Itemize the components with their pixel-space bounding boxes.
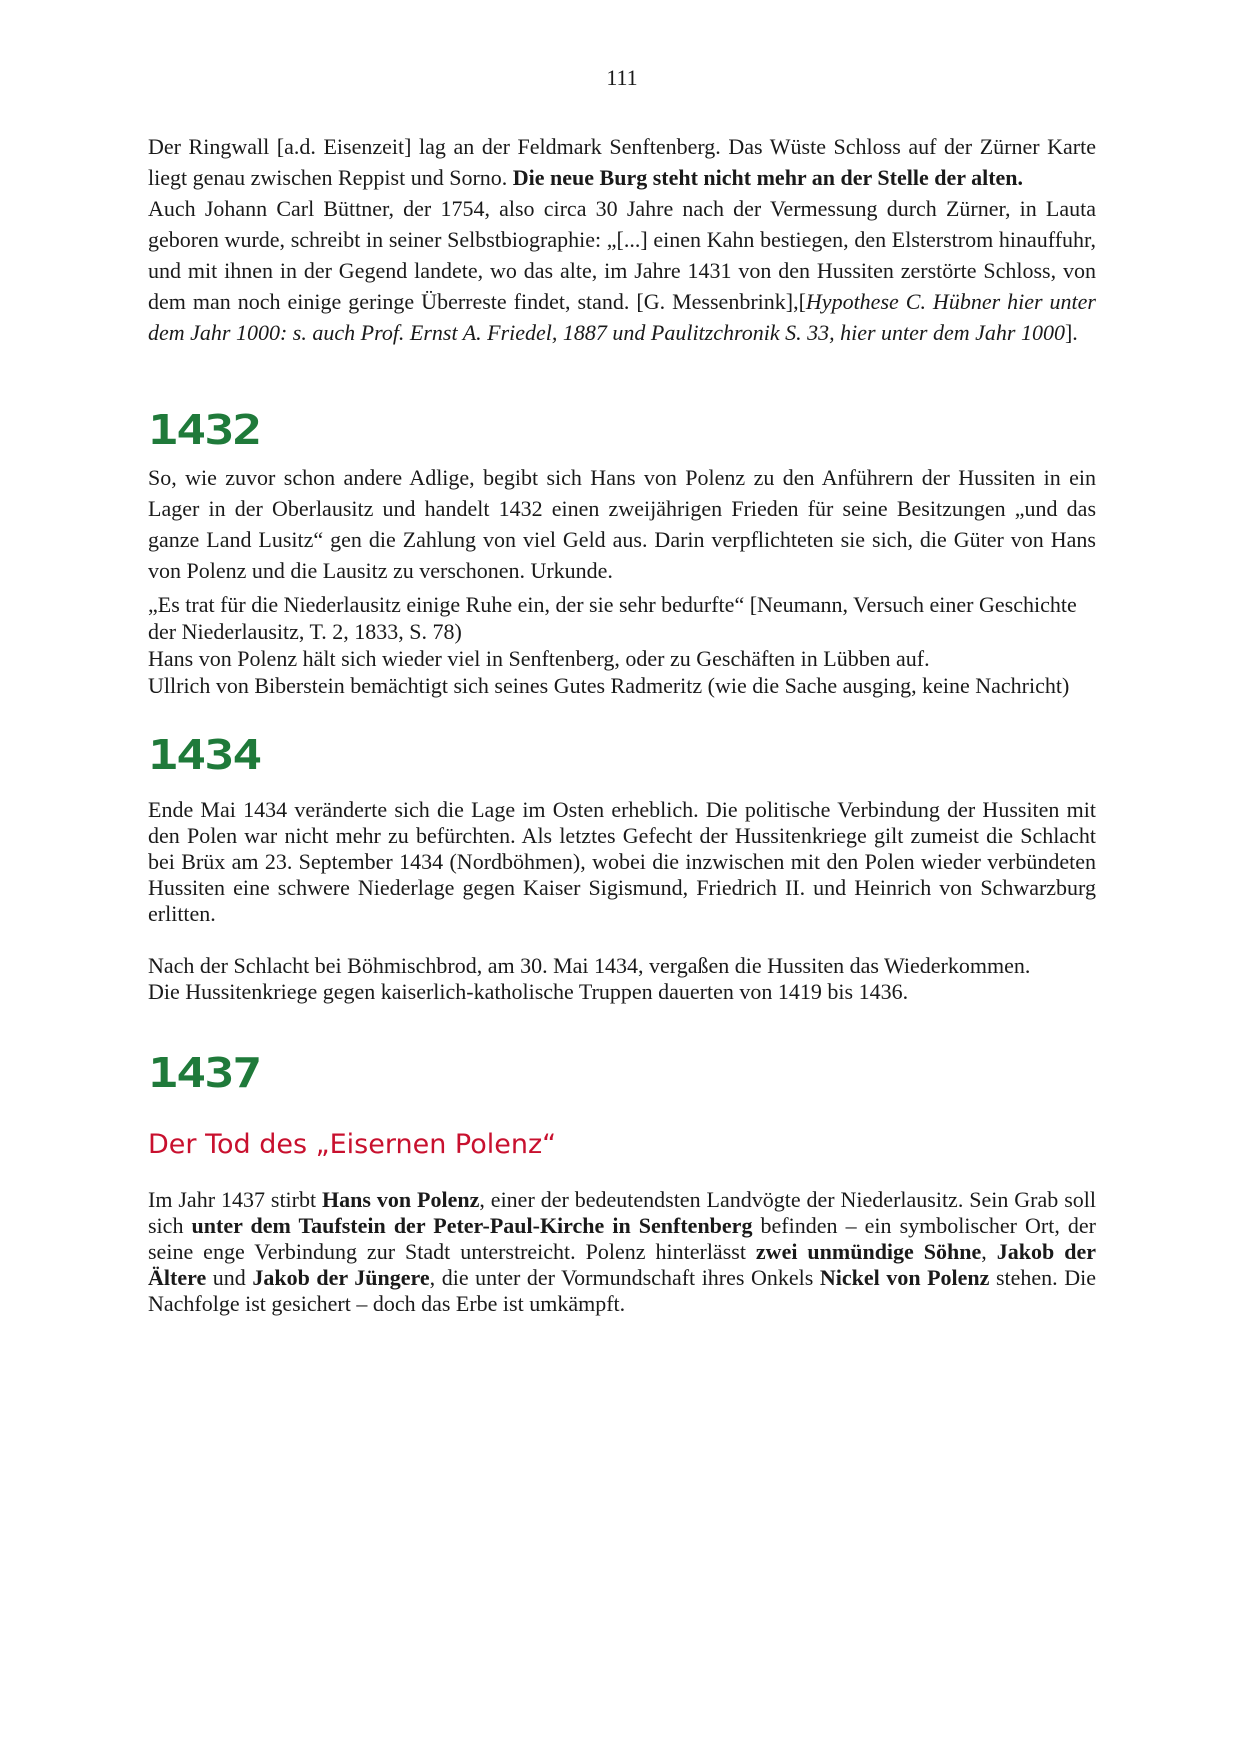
section-heading: Der Tod des „Eisernen Polenz“ [148, 1129, 557, 1160]
paragraph-peace-treaty: So, wie zuvor schon andere Adlige, begibt sich Hans von Polenz zu den Anführern der Hussiten in ein Lager in der Oberlausitz und handelt 1432 einen zweijährigen Frieden für seine Besitzungen „und das ganze Land Lusitz“ gen die Zahlung von viel Geld aus. Darin verpflichteten sie sich, die Güter von Hans von Polenz und die Lausitz zu verschonen. Urkunde. [148, 465, 1096, 583]
year-heading-1437: 1437 [148, 1049, 261, 1097]
paragraph-neumann-quote: „Es trat für die Niederlausitz einige Ruhe ein, der sie sehr bedurfte“ [Neumann, Versuch einer Geschichte der Niederlausitz, T. 2, 1833, S. 78) [148, 592, 1077, 644]
text-run: , einer der bedeutendsten Landvögte der Niederlausitz. Sein Grab soll sich [148, 1187, 1096, 1238]
paragraph-polenz-senftenberg: Hans von Polenz hält sich wieder viel in Senftenberg, oder zu Geschäften in Lübben auf. [148, 646, 930, 671]
bold-text-run: unter dem Taufstein der Peter-Paul-Kirche in Senftenberg [191, 1213, 753, 1238]
bold-text-run: zwei unmündige Söhne [755, 1239, 982, 1264]
page-number: 111 [606, 65, 638, 90]
italic-text-run: Hypothese C. Hübner hier unter dem Jahr 1000: s. auch Prof. Ernst A. Friedel, 1887 und Paulitzchronik S. 33, hier unter dem Jahr 1000 [148, 289, 1096, 345]
block-1437 [148, 1187, 1096, 1317]
bold-text-run: Jakob der Ältere [148, 1239, 1096, 1290]
paragraph-hussite-wars: Die Hussitenkriege gegen kaiserlich-katholische Truppen dauerten von 1419 bis 1436. [148, 979, 909, 1004]
year-heading-1434: 1434 [148, 731, 261, 779]
paragraph-bruex: Ende Mai 1434 veränderte sich die Lage im Osten erheblich. Die politische Verbindung der Hussiten mit den Polen war nicht mehr zu befürchten. Als letztes Gefecht der Hussitenkriege gilt zumeist die Schlacht bei Brüx am 23. September 1434 (Nordböhmen), wobei die inzwischen mit den Polen wieder verbündeten Hussiten eine schwere Niederlage gegen Kaiser Sigismund, Friedrich II. und Heinrich von Schwarzburg erlitten. [148, 797, 1096, 926]
text-run: Der Ringwall [a.d. Eisenzeit] lag an der Feldmark Senftenberg. Das Wüste Schloss auf der Zürner Karte liegt genau zwischen Reppist und Sorno. [148, 134, 1096, 190]
paragraph-ringwall [148, 131, 1096, 193]
paragraph-boehmischbrod: Nach der Schlacht bei Böhmischbrod, am 30. Mai 1434, vergaßen die Hussiten das Wiederkommen. [148, 953, 1031, 978]
intro-block [148, 131, 1096, 348]
text-run: ]. [1064, 320, 1078, 345]
text-run: stehen. Die Nachfolge ist gesichert – doch das Erbe ist umkämpft. [148, 1265, 1096, 1316]
paragraph-biberstein: Ullrich von Biberstein bemächtigt sich seines Gutes Radmeritz (wie die Sache ausging, keine Nachricht) [148, 673, 1070, 698]
bold-text-run: Hans von Polenz [322, 1187, 480, 1212]
bold-text-run: Nickel von Polenz [819, 1265, 990, 1290]
bold-text-run: Die neue Burg steht nicht mehr an der Stelle der alten. [512, 165, 1024, 190]
block-1434 [148, 797, 1096, 1005]
paragraph-buettner [148, 193, 1096, 348]
text-run: und [206, 1265, 253, 1290]
text-run: Im Jahr 1437 stirbt [148, 1187, 323, 1212]
year-heading-1432: 1432 [148, 406, 261, 454]
text-run: , die unter der Vormundschaft ihres Onkels [429, 1265, 820, 1290]
text-run: , [981, 1239, 997, 1264]
text-run: Auch Johann Carl Büttner, der 1754, also circa 30 Jahre nach der Vermessung durch Zürner, in Lauta geboren wurde, schreibt in seiner Selbstbiographie: „[...] einen Kahn bestiegen, den Elsterstrom hinauffuhr, und mit ihnen in der Gegend landete, wo das alte, im Jahre 1431 von den Hussiten zerstörte Schloss, von dem man noch einige geringe Überreste findet, stand. [G. Messenbrink],[ [148, 196, 1096, 314]
paragraph-death-polenz [148, 1187, 1096, 1317]
text-run: befinden – ein symbolischer Ort, der seine enge Verbindung zur Stadt unterstreicht. Polenz hinterlässt [148, 1213, 1096, 1264]
block-1432 [148, 462, 1096, 699]
bold-text-run: Jakob der Jüngere [252, 1265, 430, 1290]
